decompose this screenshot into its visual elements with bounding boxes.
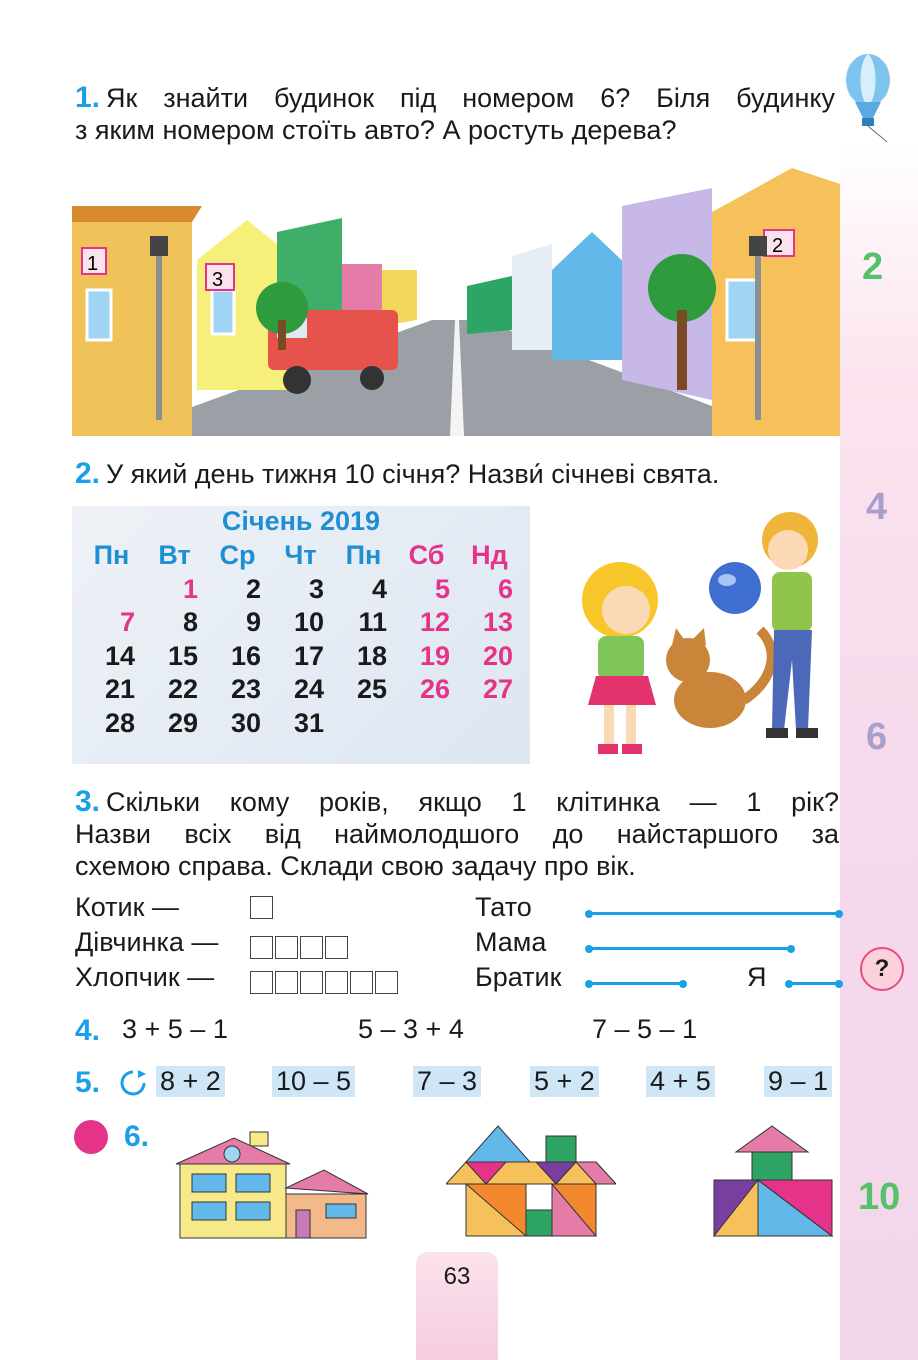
calendar-day: 11	[358, 607, 387, 637]
weekday-label: Нд	[471, 540, 508, 570]
task-number: 6.	[124, 1120, 150, 1153]
margin-number: 6	[866, 716, 888, 758]
age-bar-end	[835, 980, 843, 988]
age-bar	[589, 982, 683, 985]
calendar-day: 19	[419, 640, 450, 671]
margin-number: 10	[858, 1176, 901, 1218]
calendar-day: 3	[308, 573, 324, 604]
calendar-day: 2	[245, 573, 261, 604]
calendar-day: 15	[167, 640, 198, 671]
calendar-title: Січень 2019	[221, 506, 381, 536]
calendar-grid	[80, 540, 521, 741]
calendar	[72, 506, 530, 764]
age-row	[75, 892, 179, 923]
age-name: Я	[747, 962, 767, 992]
age-name: Братик	[475, 962, 562, 992]
calendar-day: 28	[104, 707, 135, 738]
margin-number: 2	[862, 246, 884, 288]
calendar-day: 21	[104, 674, 135, 704]
calendar-day: 29	[167, 707, 198, 738]
age-cell	[375, 971, 398, 994]
house-number-2: 2	[772, 235, 784, 257]
calendar-day: 23	[230, 674, 261, 704]
task-1-line: з яким номером стоїть авто? А ростуть дерева?	[75, 115, 677, 145]
weekday-label: Пн	[345, 540, 382, 570]
calendar-day: 7	[119, 607, 135, 637]
task-1-line: Як знайти будинок під номером 6? Біля будинку	[106, 83, 835, 113]
age-name: Тато	[475, 892, 532, 922]
calendar-day: 17	[293, 640, 324, 671]
calendar-day: 5	[434, 573, 450, 604]
expression: 10 – 5	[272, 1066, 355, 1097]
calendar-day: 26	[419, 674, 450, 704]
age-row	[75, 962, 214, 993]
age-name: Котик —	[75, 892, 179, 922]
weekday-label: Пн	[93, 540, 130, 570]
age-cell	[275, 936, 298, 959]
cycle-arrow-icon	[118, 1068, 148, 1098]
task-number: 1.	[75, 81, 101, 114]
age-cell	[250, 936, 273, 959]
age-bar	[589, 912, 839, 915]
age-cells	[250, 931, 350, 962]
age-cell	[300, 936, 323, 959]
task-6-dot	[74, 1120, 108, 1154]
age-cell	[325, 971, 348, 994]
weekday-label: Чт	[284, 540, 317, 570]
age-bar-end	[835, 910, 843, 918]
expression: 5 – 3 + 4	[358, 1014, 464, 1044]
calendar-day: 30	[230, 707, 261, 738]
expression: 9 – 1	[764, 1066, 832, 1097]
expression: 7 – 5 – 1	[592, 1014, 698, 1044]
house-number-1: 1	[87, 253, 99, 275]
age-name: Хлопчик —	[75, 962, 215, 992]
margin-number: 4	[866, 486, 888, 528]
calendar-day: 20	[482, 640, 513, 671]
calendar-day: 10	[293, 607, 324, 637]
age-name: Дівчинка —	[75, 927, 219, 957]
tangram-house-2	[446, 1124, 616, 1238]
calendar-day: 14	[104, 640, 135, 671]
tangram-house-3	[712, 1124, 834, 1238]
age-cell	[250, 971, 273, 994]
calendar-day: 1	[182, 573, 198, 604]
expression: 5 + 2	[530, 1066, 599, 1097]
task-number: 5.	[75, 1066, 101, 1099]
task-3-line: Назви всіх від наймолодшого до найстаршого за	[75, 819, 839, 849]
task-2-line: У який день тижня 10 січня? Назви́ січневі свята.	[106, 459, 720, 489]
age-cell	[350, 971, 373, 994]
calendar-day: 31	[293, 707, 324, 738]
task-3-line: схемою справа. Склади свою задачу про вік.	[75, 851, 636, 881]
calendar-day: 16	[230, 640, 261, 671]
age-row	[75, 927, 218, 958]
calendar-day: 12	[419, 607, 450, 637]
house-drawing-1	[174, 1130, 370, 1240]
street-illustration	[72, 160, 840, 436]
age-bar	[589, 947, 791, 950]
question-badge	[860, 947, 904, 991]
house-number-3: 3	[212, 269, 224, 291]
task-number: 3.	[75, 785, 101, 818]
balloon-icon	[843, 52, 893, 142]
expression: 4 + 5	[646, 1066, 715, 1097]
age-bar	[789, 982, 837, 985]
calendar-day	[80, 574, 143, 608]
calendar-day: 6	[497, 573, 513, 604]
age-cell	[300, 971, 323, 994]
age-bar-end	[787, 945, 795, 953]
task-2-text	[75, 458, 837, 490]
children-with-cat-illustration	[560, 500, 840, 770]
age-name: Мама	[475, 927, 547, 957]
task-3-line: Скільки кому років, якщо 1 клітинка — 1 рік?	[106, 787, 839, 817]
age-cells	[250, 966, 400, 997]
age-cell	[325, 936, 348, 959]
task-number: 4.	[75, 1014, 101, 1047]
calendar-day: 18	[356, 640, 387, 671]
age-cell	[250, 896, 273, 919]
expression: 7 – 3	[413, 1066, 481, 1097]
expression: 8 + 2	[156, 1066, 225, 1097]
weekday-label: Сб	[408, 540, 445, 570]
calendar-day: 13	[482, 607, 513, 637]
task-number: 2.	[75, 457, 101, 490]
calendar-day: 22	[167, 674, 198, 704]
age-cell	[275, 971, 298, 994]
calendar-day: 27	[482, 674, 513, 704]
calendar-day: 25	[356, 674, 387, 704]
calendar-day: 8	[182, 607, 198, 637]
weekday-label: Ср	[219, 540, 256, 570]
question-mark: ?	[874, 955, 890, 982]
page-number: 63	[443, 1263, 471, 1290]
calendar-day: 9	[245, 607, 261, 637]
calendar-day: 24	[293, 674, 324, 704]
calendar-day: 4	[371, 573, 387, 604]
age-bar-end	[679, 980, 687, 988]
weekday-label: Вт	[158, 540, 191, 570]
task-3-text	[75, 786, 839, 882]
expression: 3 + 5 – 1	[122, 1014, 228, 1044]
task-1-text	[75, 82, 835, 146]
